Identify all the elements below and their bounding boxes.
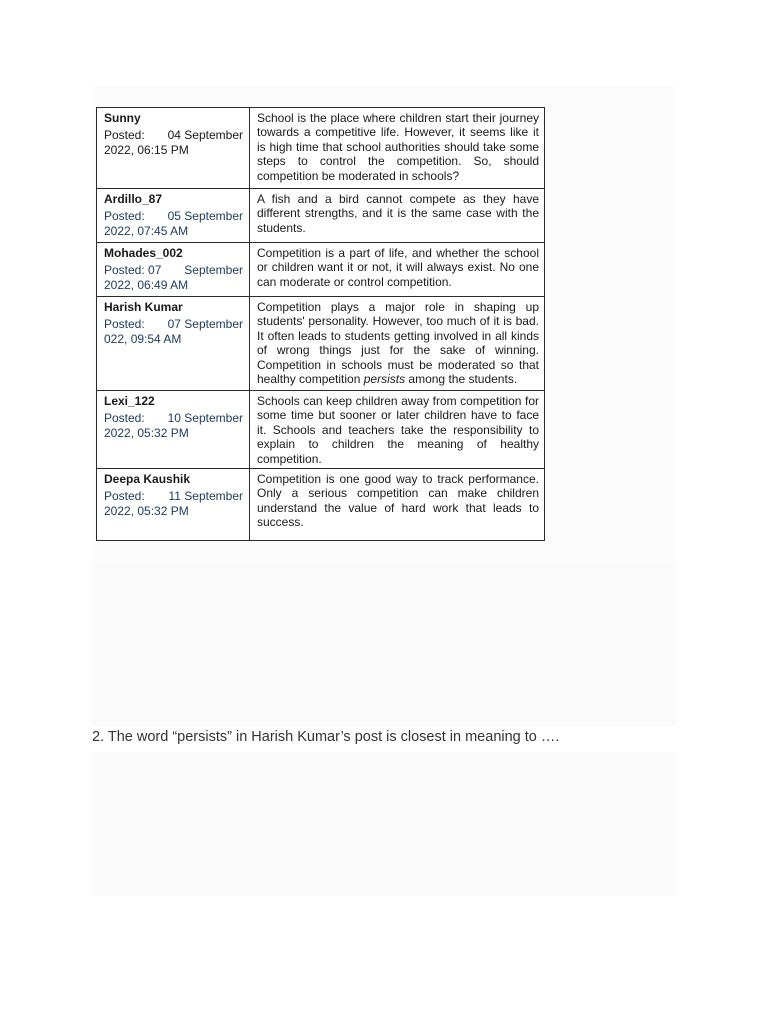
table-row: [97, 391, 545, 469]
posted-day-month: September: [184, 263, 243, 278]
post-meta-cell: [97, 391, 250, 469]
table-row: [97, 243, 545, 297]
post-date: [104, 411, 243, 440]
question-text: 2. The word “persists” in Harish Kumar’s post is closest in meaning to ….: [92, 729, 560, 745]
post-text: [250, 297, 545, 391]
posted-label: Posted:: [104, 489, 145, 504]
posted-label: Posted:: [104, 411, 145, 426]
posted-day-month: 05 September: [167, 209, 243, 224]
table-row: [97, 189, 545, 243]
posted-time: 022, 09:54 AM: [104, 331, 182, 346]
post-text: School is the place where children start their journey towards a competitive life. However, it seems like it is high time that school authorities should take some steps to control the competition. So, should competition be moderated in schools?: [250, 108, 545, 189]
forum-posts-table: [96, 107, 545, 541]
post-text-highlighted-word: persists: [363, 372, 406, 387]
post-date: [104, 263, 243, 292]
post-author: Harish Kumar: [104, 300, 183, 314]
post-text: Competition is a part of life, and whether the school or children want it or not, it will always exist. No one can moderate or control competition.: [250, 243, 545, 297]
post-text-after: among the students.: [405, 372, 518, 387]
posted-label: Posted: 07: [104, 263, 162, 278]
posted-label: Posted:: [104, 209, 145, 224]
posted-day-month: 04 September: [167, 128, 243, 143]
post-author: Mohades_002: [104, 246, 183, 260]
posted-label: Posted:: [104, 317, 145, 332]
table-row: [97, 469, 545, 541]
post-date: [104, 209, 243, 238]
post-date: [104, 317, 243, 346]
post-text: Schools can keep children away from competition for some time but sooner or later children have to face it. Schools and teachers take the responsibility to explain to children the meaning of healthy competition.: [250, 391, 545, 469]
post-text: A fish and a bird cannot compete as they have different strengths, and it is the same case with the students.: [250, 189, 545, 243]
posted-label: Posted:: [104, 128, 145, 143]
post-text-before: Competition plays a major role in shaping up students' personality. However, too much of it is bad. It often leads to students getting involved in all kinds of wrong things just for the sake of winning. Competition in schools must be moderated so that healthy competition: [257, 300, 539, 387]
posted-time: 2022, 06:49 AM: [104, 277, 189, 292]
post-author: Ardillo_87: [104, 192, 163, 206]
posted-day-month: 07 September: [167, 317, 243, 332]
post-author: Deepa Kaushik: [104, 472, 191, 487]
post-meta-cell: [97, 469, 250, 541]
post-date: [104, 128, 243, 157]
post-meta-cell: [97, 108, 250, 189]
posted-day-month: 11 September: [168, 489, 243, 504]
document-panel-middle: [92, 562, 676, 726]
table-row: [97, 297, 545, 391]
post-author: Lexi_122: [104, 394, 155, 408]
document-panel-bottom: [92, 752, 676, 896]
table-row: [97, 108, 545, 189]
post-text: Competition is one good way to track performance. Only a serious competition can make children understand the value of hard work that leads to success.: [250, 469, 545, 541]
posted-day-month: 10 September: [167, 411, 243, 426]
post-author: Sunny: [104, 111, 141, 125]
post-meta-cell: [97, 189, 250, 243]
posted-time: 2022, 05:32 PM: [104, 503, 189, 518]
post-meta-cell: [97, 243, 250, 297]
post-meta-cell: [97, 297, 250, 391]
post-date: [104, 489, 243, 518]
posted-time: 2022, 07:45 AM: [104, 223, 189, 238]
posted-time: 2022, 06:15 PM: [104, 142, 189, 157]
posted-time: 2022, 05:32 PM: [104, 425, 189, 440]
